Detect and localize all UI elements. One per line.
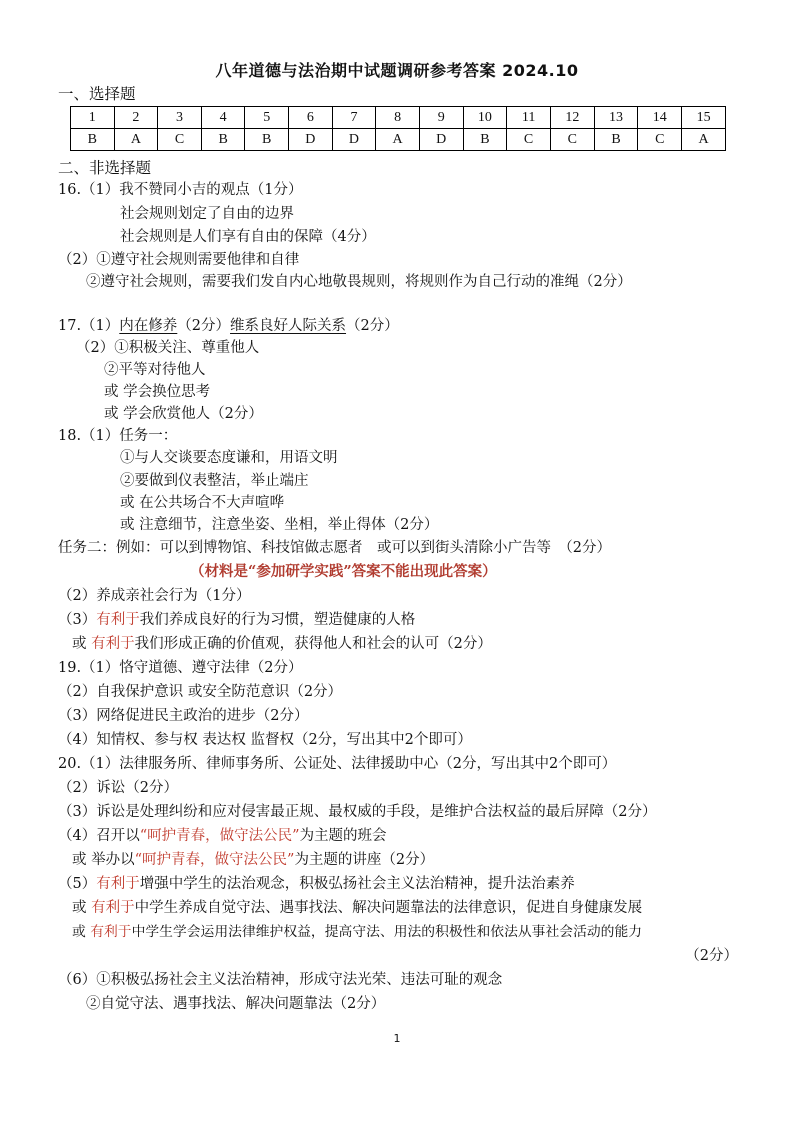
q20-line: [72, 921, 642, 943]
question-number-cell: 9: [419, 107, 463, 129]
answer-letter-cell: B: [71, 129, 115, 151]
underlined-answer: 内在修养: [119, 318, 178, 334]
question-number-cell: 1: [71, 107, 115, 129]
red-keyword: 有利于: [96, 612, 140, 628]
q20-line: [72, 897, 642, 919]
q20-line: ②自觉守法、遇事找法、解决问题靠法（2分）: [86, 996, 386, 1012]
answer-letter-cell: B: [201, 129, 245, 151]
q19-line: （4）知情权、参与权 表达权 监督权（2分，写出其中2个即可）: [58, 732, 472, 748]
or-label: 或: [72, 900, 87, 916]
red-keyword: 有利于: [91, 636, 135, 652]
page-number: 1: [393, 1032, 401, 1045]
q18-line: ②要做到仪表整洁，举止端庄: [120, 473, 309, 489]
question-number-row: [71, 107, 726, 129]
q19-line: 19.（1）恪守道德、遵守法律（2分）: [58, 660, 303, 676]
underlined-answer: 维系良好人际关系: [230, 318, 347, 334]
question-number-cell: 8: [376, 107, 420, 129]
q16-line: 社会规则是人们享有自由的保障（4分）: [120, 229, 376, 245]
or-label: 或 举办以: [72, 852, 135, 868]
q18-line: ①与人交谈要态度谦和，用语文明: [120, 450, 338, 466]
q20-line: [72, 849, 434, 871]
q18-line: 或 在公共场合不大声喧哗: [120, 495, 285, 511]
answer-text: 我们形成正确的价值观，获得他人和社会的认可（2分）: [134, 636, 492, 652]
answer-text: 为主题的班会: [299, 828, 387, 844]
question-number-cell: 2: [114, 107, 158, 129]
score-note: （2分）: [177, 318, 231, 334]
answer-letter-cell: C: [158, 129, 202, 151]
question-number-cell: 14: [638, 107, 682, 129]
score-note: （2分）: [346, 318, 399, 334]
q20-line: （3）诉讼是处理纠纷和应对侵害最正规、最权威的手段，是维护合法权益的最后屏障（2分）: [58, 804, 657, 820]
q20-line: 20.（1）法律服务所、律师事务所、公证处、法律援助中心（2分，写出其中2个即可）: [58, 756, 617, 772]
red-theme: “呵护青春，做守法公民”: [139, 828, 300, 844]
question-number-cell: 3: [158, 107, 202, 129]
red-keyword: 有利于: [90, 924, 132, 940]
answer-letter-cell: B: [245, 129, 289, 151]
q18-line: 18.（1）任务一：: [58, 428, 178, 444]
answer-text: 中学生学会运用法律维护权益，提高守法、用法的积极性和依法从事社会活动的能力: [131, 924, 643, 940]
choice-answer-table: [70, 106, 726, 151]
section-heading-nonchoice: 二、非选择题: [58, 159, 152, 177]
question-number-cell: 7: [332, 107, 376, 129]
red-note: （材料是“参加研学实践”答案不能出现此答案）: [190, 563, 497, 580]
document-title: 八年道德与法治期中试题调研参考答案 2024.10: [215, 61, 579, 80]
q20-line: [58, 825, 387, 847]
q18-line: [58, 609, 415, 631]
q18-line: [72, 633, 492, 655]
q20-line: [58, 873, 575, 895]
q18-line: 任务二：例如：可以到博物馆、科技馆做志愿者 或可以到街头清除小广告等 （2分）: [58, 540, 611, 556]
answer-letter-cell: D: [419, 129, 463, 151]
question-number-cell: 5: [245, 107, 289, 129]
answer-letter-cell: B: [463, 129, 507, 151]
q18-line: （2）养成亲社会行为（1分）: [58, 588, 251, 604]
q19-line: （3）网络促进民主政治的进步（2分）: [58, 708, 309, 724]
question-number-cell: 12: [550, 107, 594, 129]
answer-text: 为主题的讲座（2分）: [294, 852, 435, 868]
q20-line: （6）①积极弘扬社会主义法治精神，形成守法光荣、违法可耻的观念: [58, 972, 503, 988]
q17-line: [58, 315, 399, 337]
question-number-cell: 15: [682, 107, 726, 129]
answer-letter-cell: A: [376, 129, 420, 151]
q16-line: ②遵守社会规则，需要我们发自内心地敬畏规则，将规则作为自己行动的准绳（2分）: [86, 274, 632, 290]
answer-text: 增强中学生的法治观念，积极弘扬社会主义法治精神，提升法治素养: [139, 876, 575, 892]
q19-line: （2）自我保护意识 或安全防范意识（2分）: [58, 684, 343, 700]
answer-text: 我们养成良好的行为习惯，塑造健康的人格: [139, 612, 416, 628]
answer-text: 中学生养成自觉守法、遇事找法、解决问题靠法的法律意识，促进自身健康发展: [134, 900, 643, 916]
question-number-cell: 10: [463, 107, 507, 129]
answer-letter-cell: A: [114, 129, 158, 151]
score-note: （2分）: [685, 948, 738, 964]
q16-line: （2）①遵守社会规则需要他律和自律: [58, 252, 300, 268]
q17-line: ②平等对待他人: [104, 362, 206, 378]
q18-line: 或 注意细节，注意坐姿、坐相，举止得体（2分）: [120, 517, 439, 533]
answer-letter-cell: C: [507, 129, 551, 151]
answer-letter-cell: C: [638, 129, 682, 151]
sub-label: （4）召开以: [58, 828, 140, 844]
q20-line: （2）诉讼（2分）: [58, 780, 178, 796]
question-number-cell: 6: [289, 107, 333, 129]
sub-label: （5）: [58, 876, 97, 892]
q16-line: 16.（1）我不赞同小吉的观点（1分）: [58, 182, 303, 198]
q17-label: 17.（1）: [58, 318, 120, 334]
answer-letter-cell: D: [332, 129, 376, 151]
question-number-cell: 4: [201, 107, 245, 129]
answer-letter-cell: B: [594, 129, 638, 151]
red-keyword: 有利于: [91, 900, 135, 916]
answer-letter-cell: A: [682, 129, 726, 151]
q17-line: （2）①积极关注、尊重他人: [76, 340, 260, 356]
red-keyword: 有利于: [96, 876, 140, 892]
q17-line: 或 学会欣赏他人（2分）: [104, 406, 263, 422]
answer-letter-cell: D: [289, 129, 333, 151]
answer-letter-cell: C: [550, 129, 594, 151]
or-label: 或: [72, 924, 86, 940]
question-number-cell: 11: [507, 107, 551, 129]
or-label: 或: [72, 636, 87, 652]
sub-label: （3）: [58, 612, 97, 628]
red-theme: “呵护青春，做守法公民”: [134, 852, 295, 868]
q16-line: 社会规则划定了自由的边界: [120, 206, 294, 222]
question-number-cell: 13: [594, 107, 638, 129]
section-heading-choice: 一、选择题: [58, 85, 136, 103]
q17-line: 或 学会换位思考: [104, 384, 211, 400]
answer-letter-row: [71, 129, 726, 151]
